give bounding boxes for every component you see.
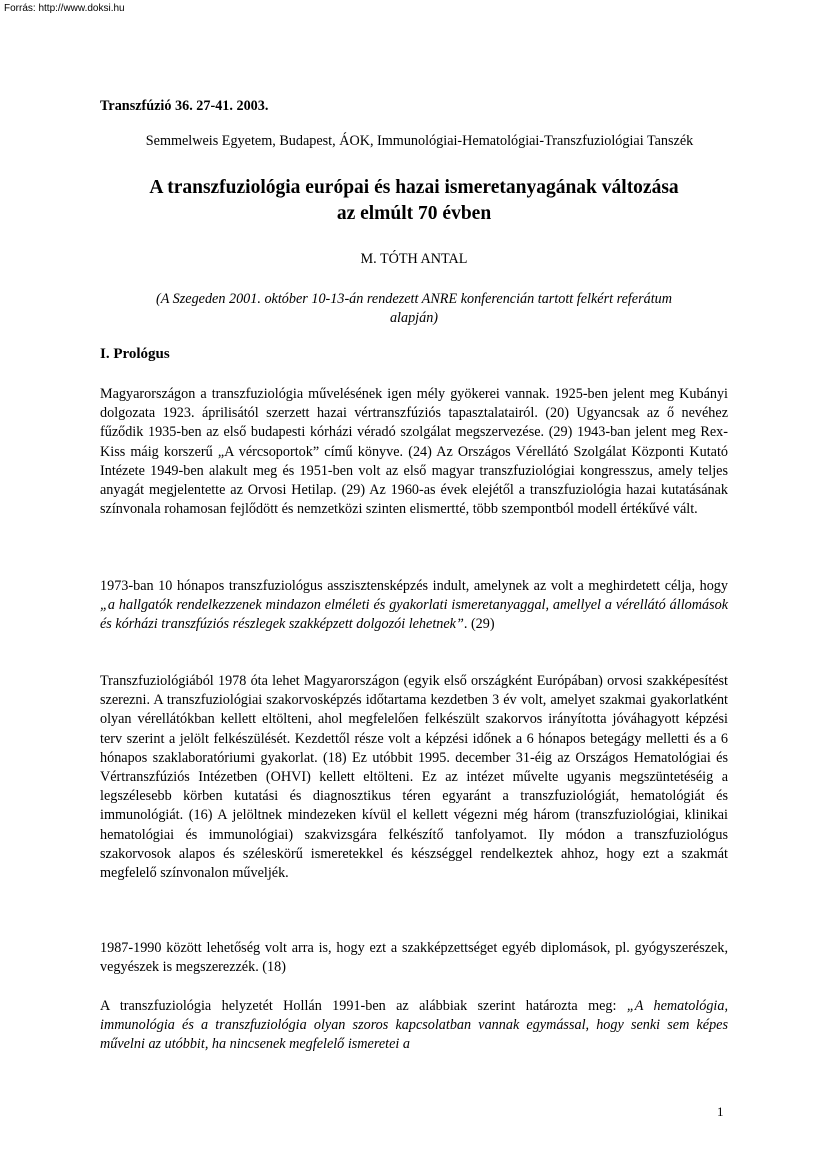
section-heading: I. Prológus	[100, 346, 170, 362]
conference-line-2: alapján)	[389, 310, 439, 327]
conference-line-1: (A Szegeden 2001. október 10-13-án rendezett ANRE konferencián tartott felkért referátum	[155, 291, 673, 307]
department-line: Semmelweis Egyetem, Budapest, ÁOK, Immunológiai-Hematológiai-Transzfuziológiai Tanszék	[145, 133, 694, 149]
page-title	[100, 175, 728, 227]
title-line-1: A transzfuziológia európai és hazai ismeretanyagának változása	[149, 177, 679, 198]
paragraph-2-ref: . (29)	[463, 616, 495, 633]
paragraph-4: 1987-1990 között lehetőség volt arra is, hogy ezt a szakképzettséget egyéb diplomások, pl. gyógyszerészek, vegyészek is megszerezzék. (18)	[100, 940, 728, 976]
paragraph-5-text: A transzfuziológia helyzetét Hollán 1991-ben az alábbiak szerint határozta meg:	[100, 998, 627, 1014]
paragraph-5	[100, 997, 728, 1055]
paragraph-2-text: 1973-ban 10 hónapos transzfuziológus asszisztensképzés indult, amelynek az volt a meghirdetett célja, hogy	[100, 578, 728, 594]
paragraph-5-quote: „A hematológia, immunológia és a transzfuziológia olyan szoros kapcsolatban vannak egymással, hogy senki sem képes művelni az utóbbit, ha nincsenek megfelelő ismeretei a	[100, 998, 728, 1053]
author: M. TÓTH ANTAL	[360, 251, 468, 267]
source-url: Forrás: http://www.doksi.hu	[4, 3, 125, 14]
paragraph-3: Transzfuziológiából 1978 óta lehet Magyarországon (egyik első országként Európában) orvosi szakképesítést szerezni. A transzfuziológiai szakorvosképzés időtartama kezdetben 3 év volt, amelyet szakmai gyakorlatként olyan vérellátókban kellett eltölteni, ahol megfelelően felkészült szakorvos irányította jóváhagyott képzési terv szerint a jelölt felkészülését. Kezdettől része volt a képzési időnek a 6 hónapos betegágy melletti és a 6 hónapos szaklaboratóriumi gyakorlat. (18) Ez utóbbit 1995. december 31-éig az Országos Hematológiai és Vértranszfúziós Intézetben (OHVI) kellett eltölteni. Ez az intézet művelte ugyanis megszüntetéséig a legszélesebb körben kutatási és diagnosztikus téren egyaránt a transzfuziológiát, hematológiát és immunológiát. (16) A jelöltnek mindezeken kívül el kellett végezni még három (transzfuziológiai, klinikai hematológiai és immunológiai) szakvizsgára felkészítő tanfolyamot. Ily módon a transzfuziológus szakorvosok alapos és széleskörű ismeretekkel és készséggel rendelkeztek ahhoz, hogy ezt a szakmát megfelelő színvonalon műveljék.	[100, 673, 728, 882]
paragraph-2	[100, 577, 728, 635]
title-line-2: az elmúlt 70 évben	[336, 203, 492, 224]
conference-note	[100, 290, 728, 328]
paragraph-2-quote: „a hallgatók rendelkezzenek mindazon elméleti és gyakorlati ismeretanyaggal, amellyel a vérellátó állomások és kórházi transzfúziós részlegek szakképzett dolgozói lehetnek”	[100, 597, 728, 633]
page-number: 1	[717, 1104, 724, 1119]
journal-reference: Transzfúzió 36. 27-41. 2003.	[100, 98, 269, 114]
paragraph-1: Magyarországon a transzfuziológia művelésének igen mély gyökerei vannak. 1925-ben jelent meg Kubányi dolgozata 1923. áprilisától szerzett hazai vértranszfúziós tapasztalatairól. (20) Ugyancsak az ő nevéhez fűződik 1935-ben az első budapesti kórházi véradó szolgálat megszervezése. (29) 1943-ban jelent meg Rex-Kiss máig korszerű „A vércsoportok” című könyve. (24) Az Országos Vérellátó Szolgálat Központi Kutató Intézete 1949-ben alakult meg és 1951-ben volt az első magyar transzfuziológiai kongresszus, amely teljes anyagát megjelentette az Orvosi Hetilap. (29) Az 1960-as évek elejétől a transzfuziológia hazai kutatásának színvonala rohamosan fejlődött és nemzetközi szinten elismertté, több szempontból modell értékűvé vált.	[100, 386, 728, 518]
